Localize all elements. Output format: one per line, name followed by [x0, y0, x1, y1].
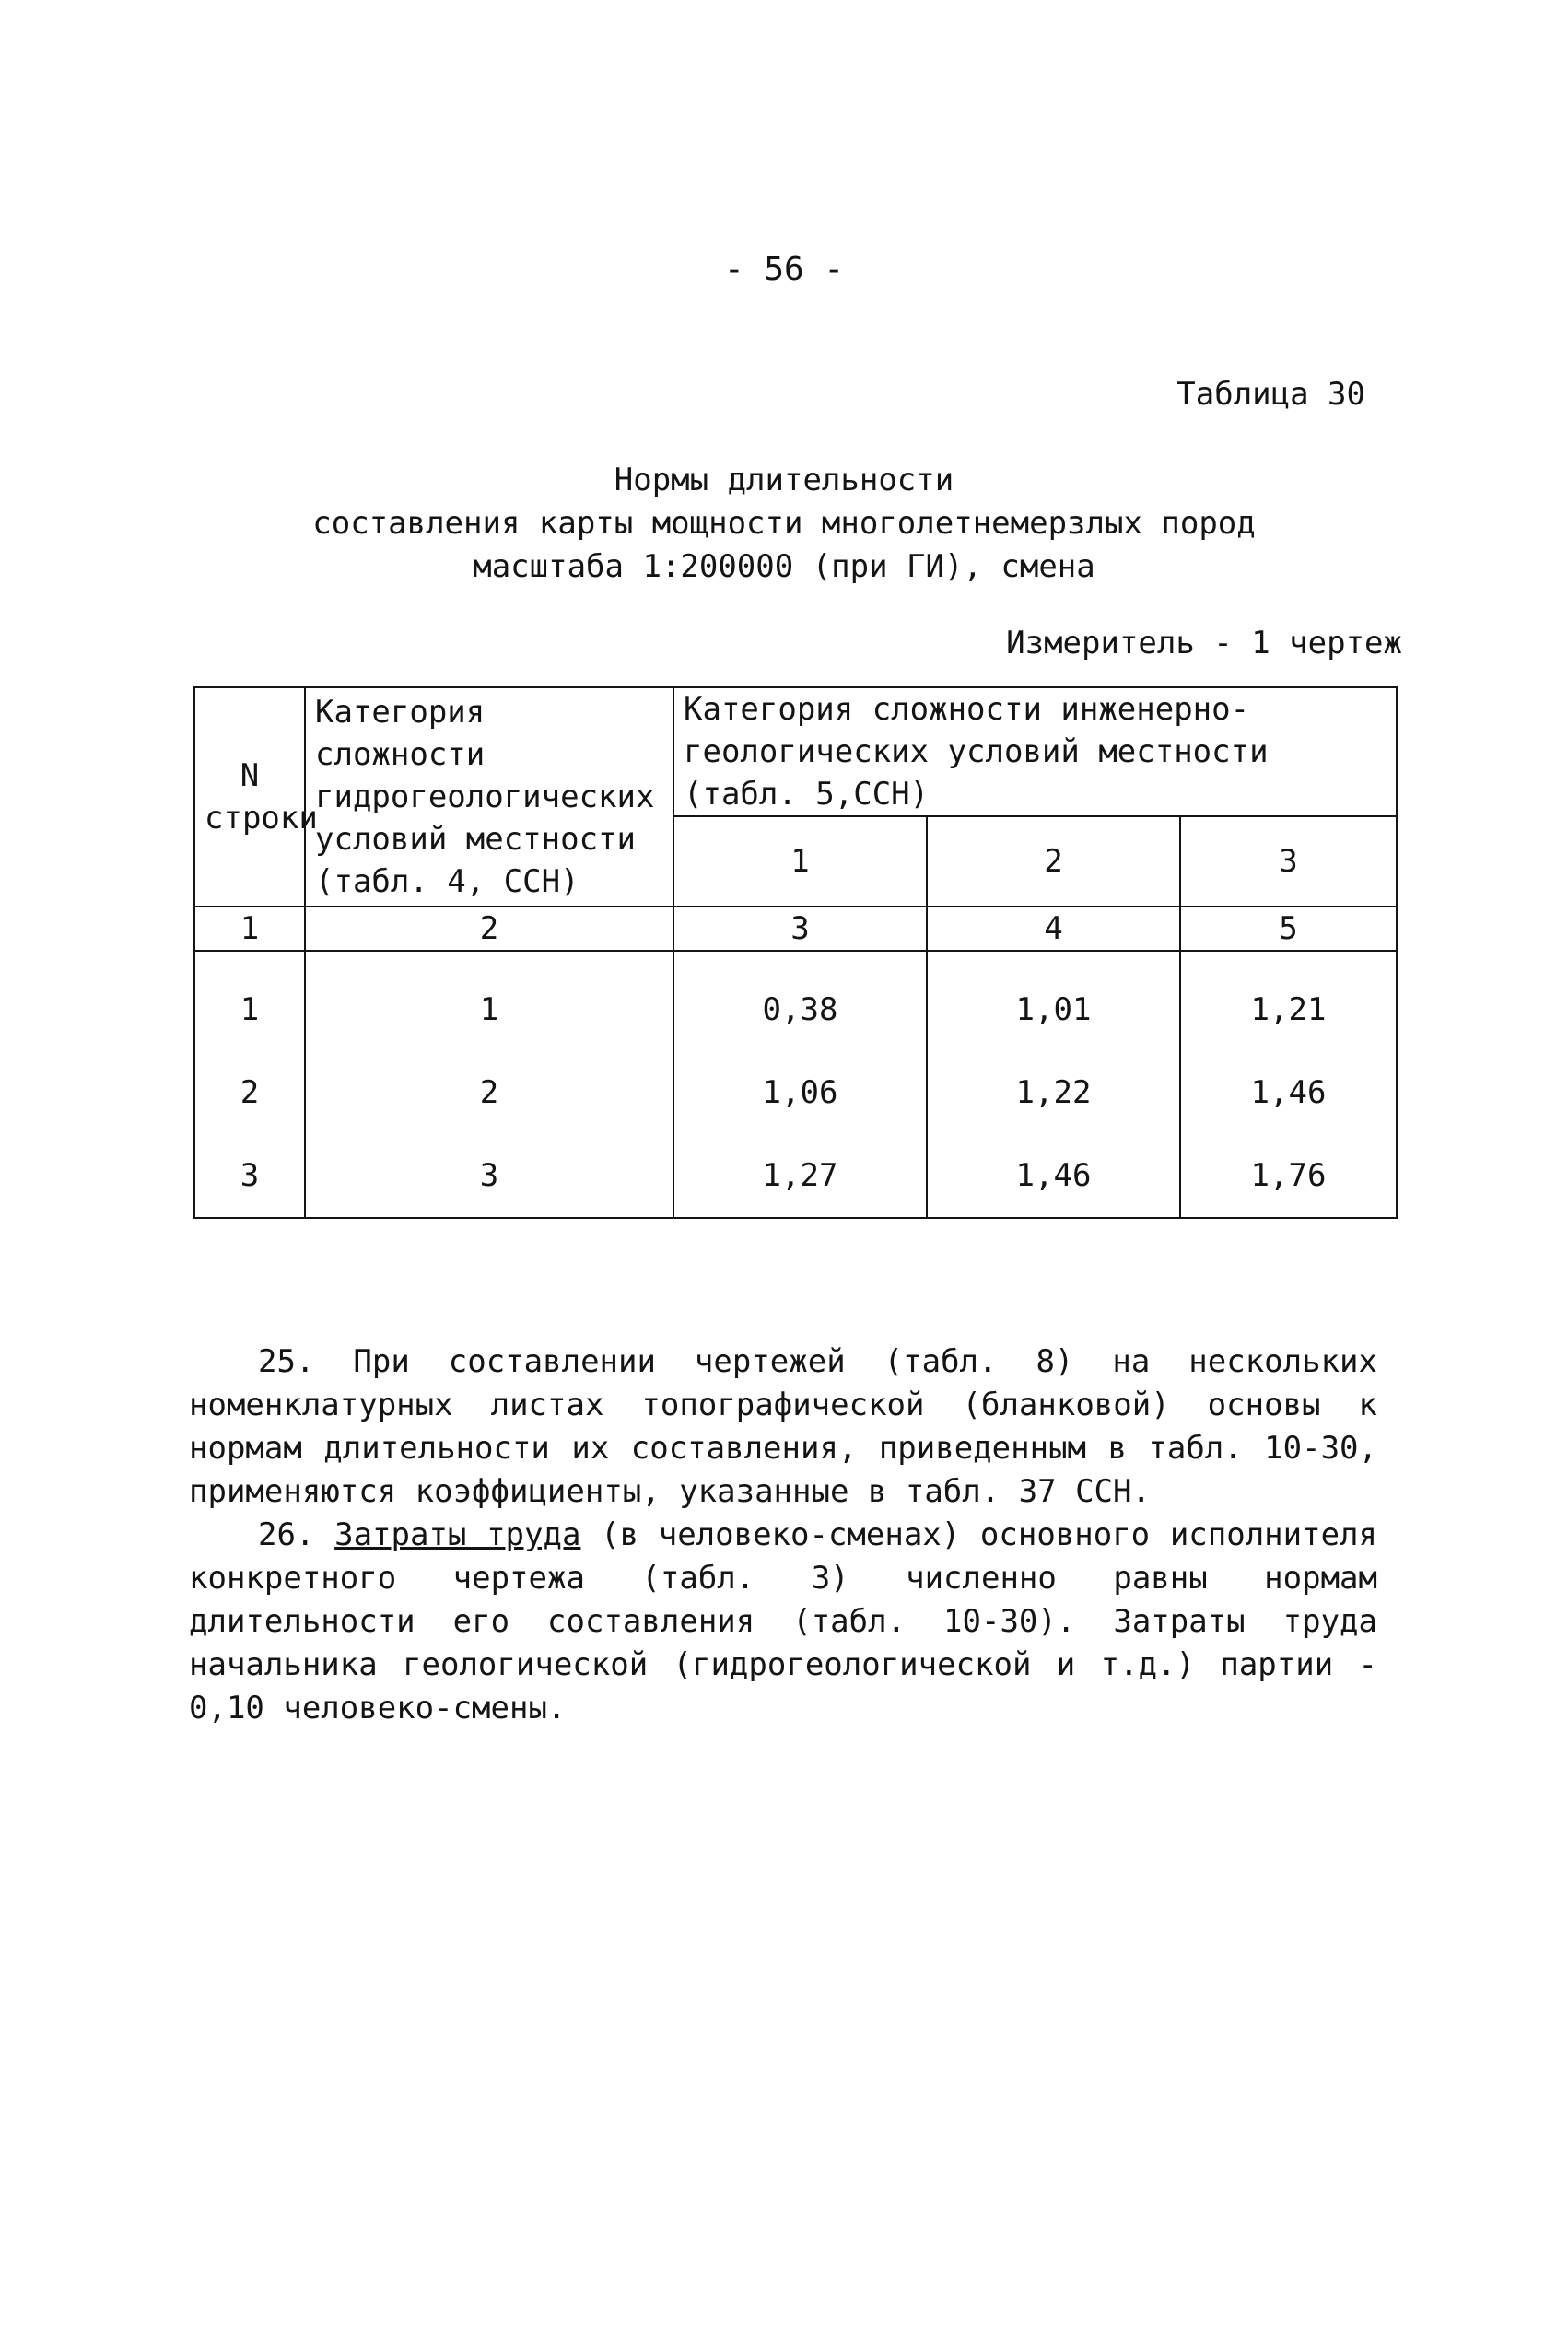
cell-row-number: 1	[194, 951, 305, 1051]
cell-eng-1: 1,06	[673, 1051, 927, 1134]
cell-hydro-category: 3	[305, 1134, 673, 1218]
table-row	[194, 1134, 1397, 1218]
title-line-3: масштаба 1:200000 (при ГИ), смена	[473, 548, 1095, 585]
table-label: Таблица 30	[1176, 376, 1365, 413]
paragraph-25-text: 25. При составлении чертежей (табл. 8) на нескольких номенклатурных листах топографической (бланковой) основы к нормам длительности их составления, приведенным в табл. 10-30, применяются коэффициенты, указанные в табл. 37 ССН.	[189, 1343, 1377, 1510]
column-number: 4	[927, 907, 1180, 951]
title-line-2: составления карты мощности многолетнемерзлых пород	[312, 505, 1256, 542]
measure-unit: Измеритель - 1 чертеж	[1006, 625, 1402, 661]
cell-eng-1: 0,38	[673, 951, 927, 1051]
column-number: 1	[194, 907, 305, 951]
paragraph-25	[189, 1340, 1377, 1514]
cell-row-number: 2	[194, 1051, 305, 1134]
header-eng-sub-3: 3	[1180, 816, 1397, 907]
paragraph-26-lead: 26.	[258, 1516, 335, 1553]
cell-eng-2: 1,01	[927, 951, 1180, 1051]
header-row-number: N строки	[194, 687, 305, 907]
header-eng-sub-2: 2	[927, 816, 1180, 907]
column-number: 3	[673, 907, 927, 951]
header-hydro-category: Категория сложности гидрогеологических условий местности (табл. 4, ССН)	[305, 687, 673, 907]
column-number: 2	[305, 907, 673, 951]
column-number: 5	[1180, 907, 1397, 951]
table-title	[0, 459, 1568, 589]
norms-table-container	[193, 686, 1396, 1219]
norms-table	[193, 686, 1398, 1219]
paragraph-26	[189, 1514, 1377, 1730]
cell-eng-3: 1,46	[1180, 1051, 1397, 1134]
paragraph-26-text: (в человеко-сменах) основного исполнителя конкретного чертежа (табл. 3) численно равны нормам длительности его составления (табл. 10-30). Затраты труда начальника геологической (гидрогеологической и т.д.) партии - 0,10 человеко-смены.	[189, 1516, 1377, 1726]
table-row	[194, 951, 1397, 1051]
cell-eng-3: 1,21	[1180, 951, 1397, 1051]
cell-eng-2: 1,46	[927, 1134, 1180, 1218]
table-row	[194, 1051, 1397, 1134]
header-eng-sub-1: 1	[673, 816, 927, 907]
cell-hydro-category: 1	[305, 951, 673, 1051]
cell-row-number: 3	[194, 1134, 305, 1218]
cell-eng-1: 1,27	[673, 1134, 927, 1218]
title-line-1: Нормы длительности	[614, 462, 954, 498]
cell-eng-3: 1,76	[1180, 1134, 1397, 1218]
cell-hydro-category: 2	[305, 1051, 673, 1134]
paragraph-26-underlined-term: Затраты труда	[334, 1516, 581, 1553]
cell-eng-2: 1,22	[927, 1051, 1180, 1134]
column-number-row	[194, 907, 1397, 951]
page-number: - 56 -	[723, 251, 845, 288]
header-eng-category: Категория сложности инженерно-геологических условий местности (табл. 5,ССН)	[673, 687, 1397, 816]
